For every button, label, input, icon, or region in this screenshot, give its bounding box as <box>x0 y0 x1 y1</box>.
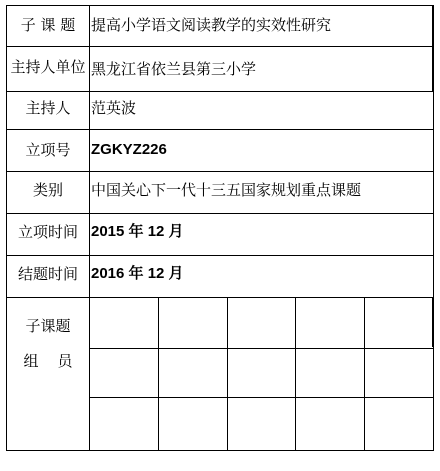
table-border-top <box>6 5 434 6</box>
end-time-value: 2016 年 12 月 <box>91 265 184 282</box>
unit-value: 黑龙江省依兰县第三小学 <box>91 60 257 78</box>
title-label: 子 课 题 <box>20 16 76 34</box>
member-column-divider <box>158 297 159 451</box>
title-value: 提高小学语文阅读教学的实效性研究 <box>91 16 332 34</box>
row-divider <box>6 213 434 214</box>
category-label: 类别 <box>32 181 63 199</box>
host-value: 范英波 <box>91 99 137 117</box>
row-divider <box>6 91 434 92</box>
members-label-line2: 组 员 <box>23 352 73 370</box>
members-label-line1: 子课题 <box>25 317 71 335</box>
member-column-divider <box>227 297 228 451</box>
table-border-bottom <box>6 450 434 451</box>
right-edge-mark <box>432 5 434 91</box>
project-no-value: ZGKYZ226 <box>91 141 167 158</box>
member-column-divider <box>364 297 365 451</box>
project-no-label: 立项号 <box>25 141 71 159</box>
row-divider <box>6 255 434 256</box>
category-value: 中国关心下一代十三五国家规划重点课题 <box>91 181 362 199</box>
unit-label: 主持人单位 <box>10 58 86 76</box>
row-divider <box>6 46 434 47</box>
member-grid-divider <box>89 348 434 349</box>
row-divider <box>6 129 434 130</box>
member-grid-divider <box>89 397 434 398</box>
start-time-value: 2015 年 12 月 <box>91 223 184 240</box>
host-label: 主持人 <box>25 99 71 117</box>
row-divider <box>6 297 434 298</box>
end-time-label: 结题时间 <box>17 265 78 283</box>
start-time-label: 立项时间 <box>17 223 78 241</box>
right-edge-mark <box>432 297 434 347</box>
member-column-divider <box>295 297 296 451</box>
row-divider <box>6 171 434 172</box>
